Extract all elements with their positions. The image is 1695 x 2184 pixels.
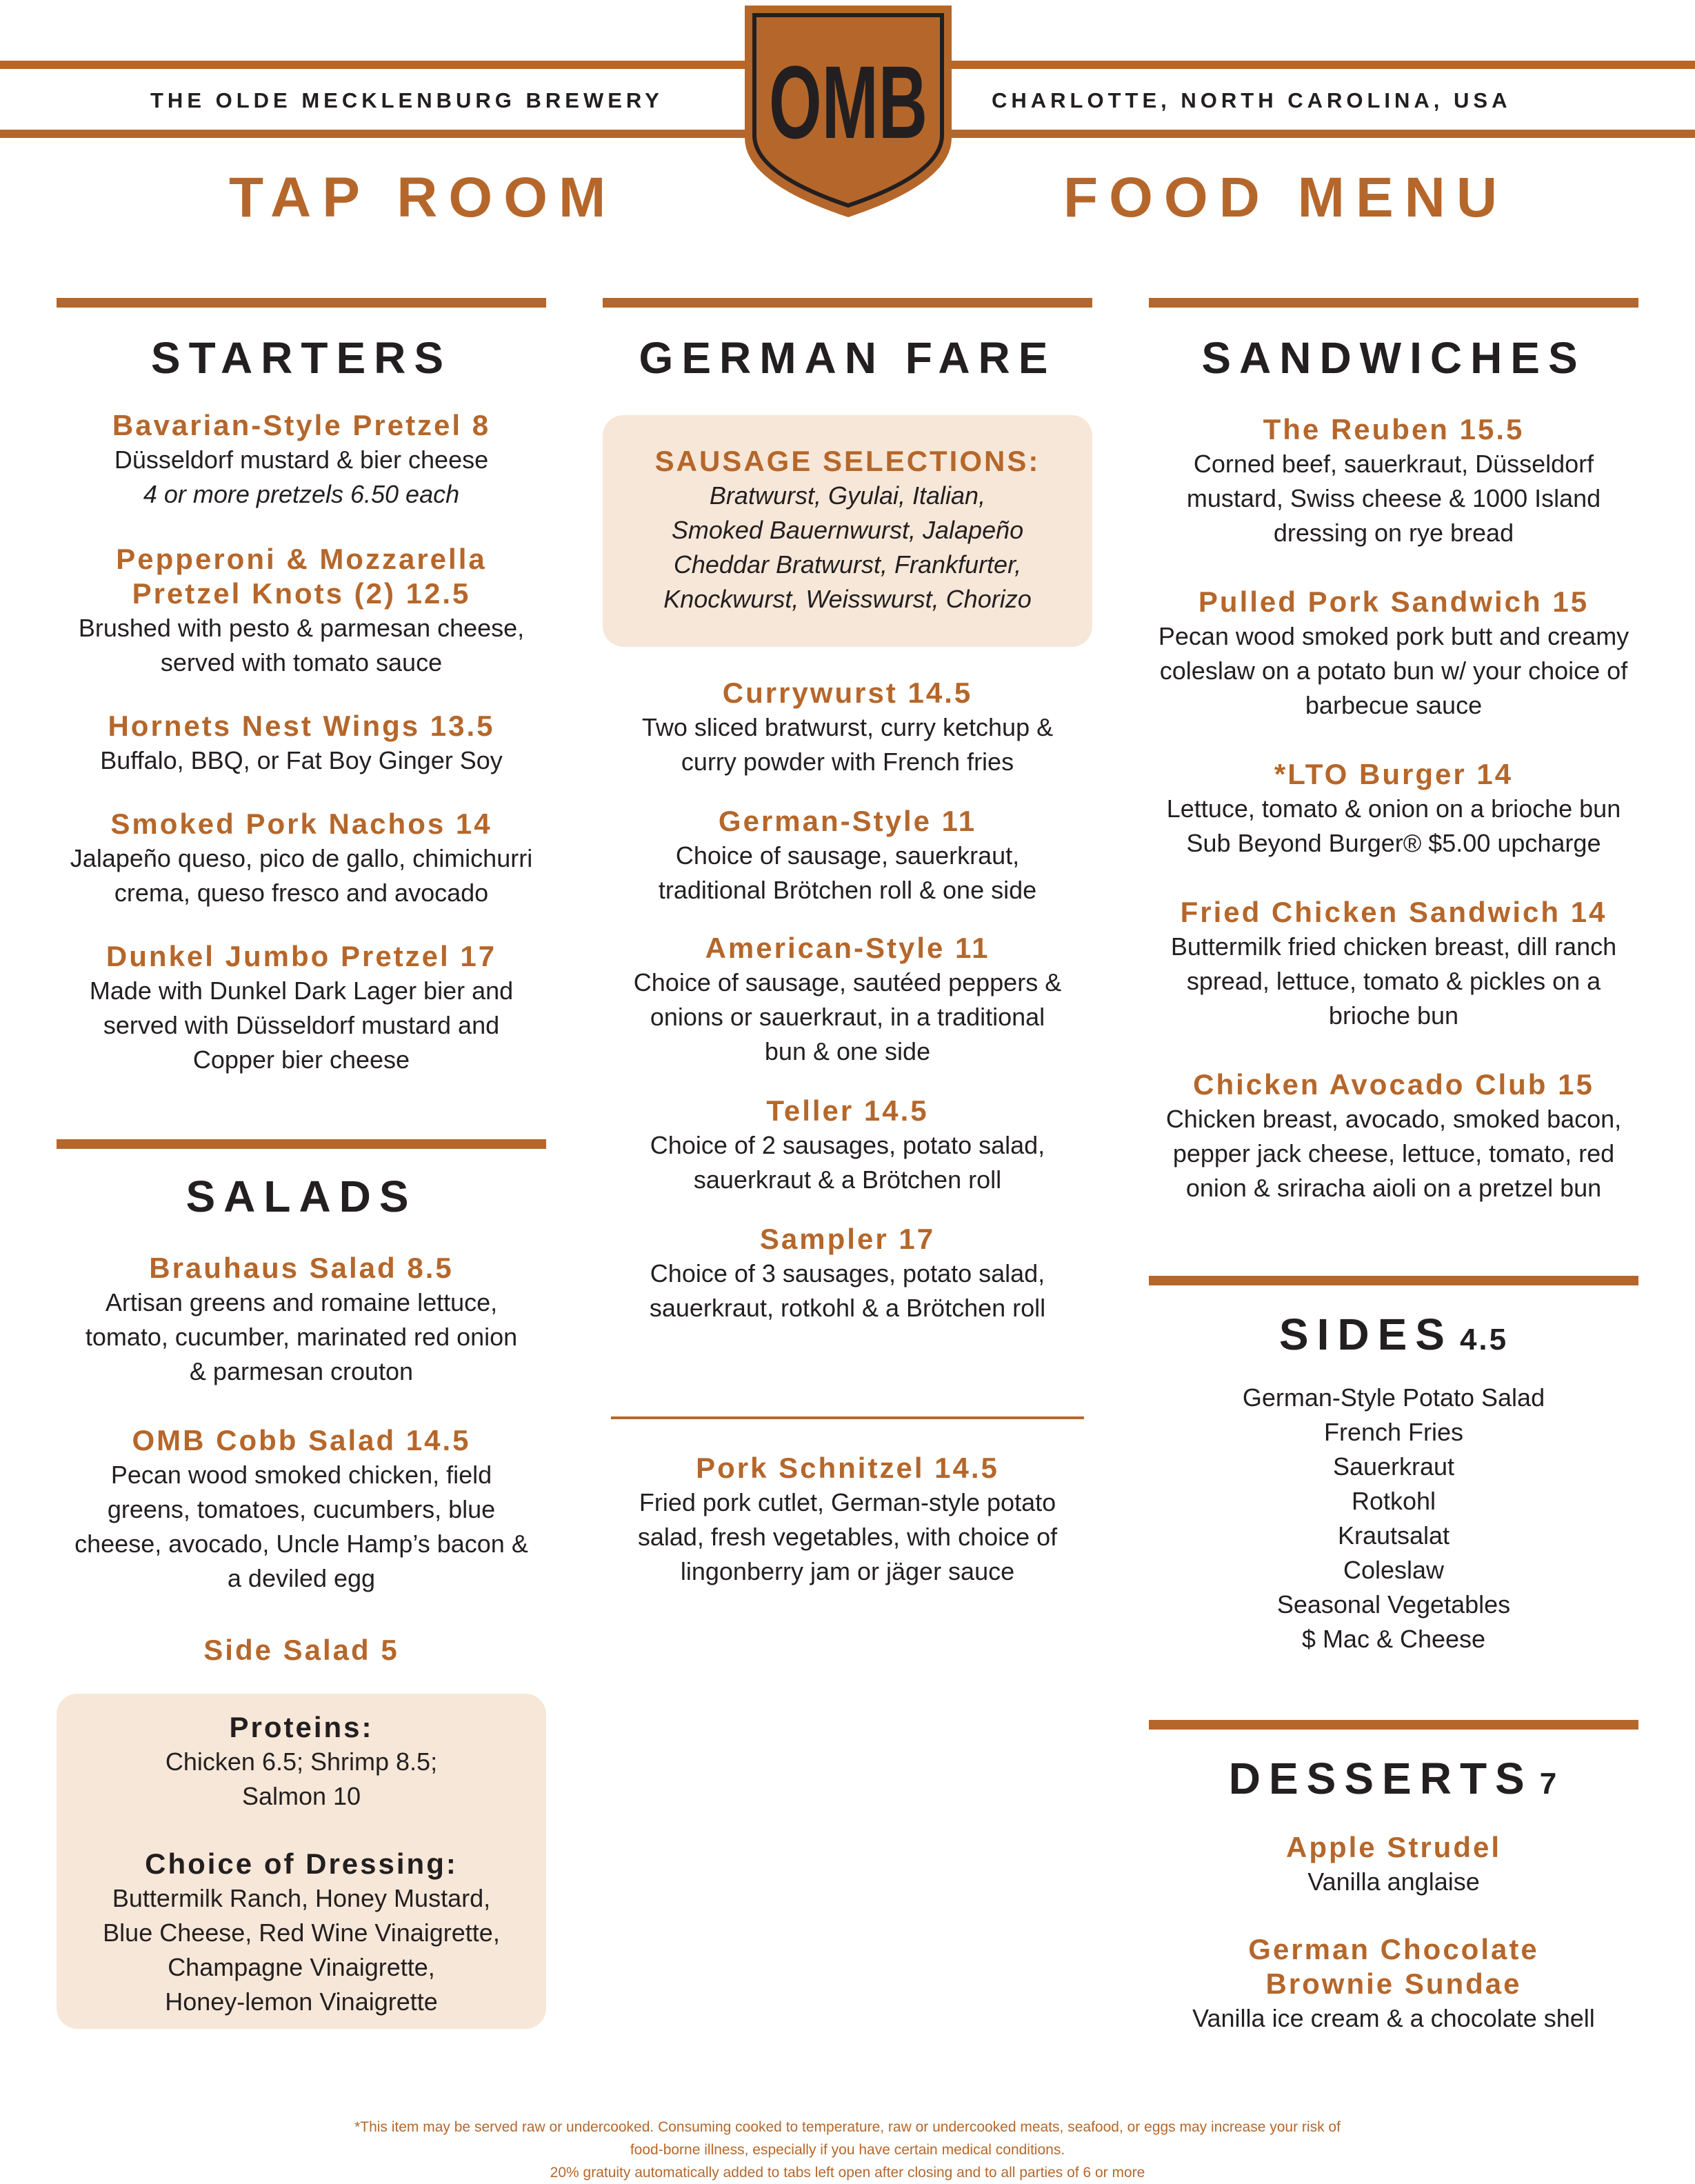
- side-item: Krautsalat: [1337, 1521, 1450, 1550]
- item-desc: Pecan wood smoked chicken, field: [110, 1461, 492, 1489]
- item-name: German-Style 11: [718, 805, 977, 837]
- item-desc: crema, queso fresco and avocado: [114, 879, 489, 907]
- item-desc: brioche bun: [1328, 1001, 1459, 1030]
- header-rule-top-left: [0, 61, 745, 69]
- footer-line: 20% gratuity automatically added to tabs left open after closing and to all parties of 6 or more: [550, 2165, 1145, 2181]
- dressing-line: Buttermilk Ranch, Honey Mustard,: [112, 1884, 491, 1912]
- side-item: German-Style Potato Salad: [1242, 1383, 1545, 1412]
- item-name: Side Salad 5: [203, 1634, 399, 1666]
- item-desc: Corned beef, sauerkraut, Düsseldorf: [1193, 450, 1594, 478]
- item-desc: Jalapeño queso, pico de gallo, chimichurri: [70, 844, 533, 872]
- item-desc: Chicken breast, avocado, smoked bacon,: [1165, 1105, 1622, 1133]
- item-name: Teller 14.5: [766, 1094, 929, 1127]
- item-name: Hornets Nest Wings 13.5: [108, 710, 495, 742]
- menu-item: [603, 1222, 1092, 1325]
- item-name: OMB Cobb Salad 14.5: [132, 1424, 471, 1456]
- item-desc: curry powder with French fries: [681, 748, 1014, 776]
- starters-title: STARTERS: [150, 333, 452, 383]
- item-name: Currywurst 14.5: [722, 677, 973, 709]
- sides-title-text: SIDES: [1278, 1310, 1453, 1359]
- item-name: Fried Chicken Sandwich 14: [1180, 896, 1607, 928]
- item-name: Pulled Pork Sandwich 15: [1198, 585, 1589, 618]
- item-desc: Pecan wood smoked pork butt and creamy: [1158, 622, 1629, 650]
- sausage-line: Bratwurst, Gyulai, Italian,: [709, 481, 986, 510]
- side-item: Coleslaw: [1343, 1556, 1445, 1584]
- brewery-location: CHARLOTTE, NORTH CAROLINA, USA: [992, 88, 1512, 112]
- item-name: Sampler 17: [759, 1223, 936, 1255]
- dressing-title: Choice of Dressing:: [145, 1847, 458, 1880]
- item-desc: Choice of 3 sausages, potato salad,: [650, 1259, 1045, 1288]
- item-name: Dunkel Jumbo Pretzel 17: [106, 940, 497, 972]
- german-fare-title: GERMAN FARE: [639, 333, 1056, 383]
- item-desc: spread, lettuce, tomato & pickles on a: [1186, 967, 1601, 995]
- proteins-line: Salmon 10: [241, 1782, 361, 1810]
- desserts-price: 7: [1539, 1767, 1559, 1801]
- item-name: Chicken Avocado Club 15: [1193, 1068, 1594, 1101]
- item-desc: Two sliced bratwurst, curry ketchup &: [641, 713, 1054, 741]
- tap-room-title: TAP ROOM: [229, 166, 617, 229]
- menu-item: [603, 1094, 1092, 1197]
- brewery-name: THE OLDE MECKLENBURG BREWERY: [150, 88, 663, 112]
- item-name: German Chocolate: [1248, 1933, 1539, 1965]
- item-desc: & parmesan crouton: [189, 1357, 414, 1385]
- footer-notice: [0, 2116, 1695, 2184]
- item-desc: onion & sriracha aioli on a pretzel bun: [1185, 1174, 1602, 1202]
- footer-line: *This item may be served raw or undercooked. Consuming cooked to temperature, raw or undercooked meats, seafood, or eggs may increase your risk of: [354, 2119, 1341, 2135]
- item-desc: served with Düsseldorf mustard and: [103, 1011, 500, 1039]
- item-desc: sauerkraut, rotkohl & a Brötchen roll: [649, 1294, 1046, 1322]
- dressing-line: Blue Cheese, Red Wine Vinaigrette,: [103, 1918, 500, 1947]
- starters-rule: [57, 298, 546, 308]
- item-desc: lingonberry jam or jäger sauce: [680, 1557, 1015, 1585]
- proteins-title: Proteins:: [229, 1711, 374, 1743]
- food-menu-title: FOOD MENU: [1063, 166, 1509, 229]
- item-name: Apple Strudel: [1285, 1831, 1502, 1863]
- sandwiches-rule: [1149, 298, 1638, 308]
- item-desc: Choice of sausage, sautéed peppers &: [633, 968, 1062, 996]
- sides-rule: [1149, 1276, 1638, 1285]
- item-desc: Buttermilk fried chicken breast, dill ranch: [1170, 932, 1617, 961]
- menu-item: [57, 807, 546, 910]
- item-name: American-Style 11: [705, 932, 990, 964]
- item-desc: Buffalo, BBQ, or Fat Boy Ginger Soy: [100, 746, 503, 774]
- menu-item: [57, 1633, 546, 1667]
- item-desc: a deviled egg: [227, 1564, 376, 1592]
- salads-rule: [57, 1139, 546, 1149]
- menu-item: [603, 1451, 1092, 1589]
- dressing-line: Honey-lemon Vinaigrette: [165, 1987, 438, 2016]
- menu-item: [1149, 1830, 1638, 1899]
- item-desc: Düsseldorf mustard & bier cheese: [114, 445, 489, 474]
- item-desc: Made with Dunkel Dark Lager bier and: [89, 976, 514, 1005]
- menu-item: [57, 1251, 546, 1389]
- sausage-line: Cheddar Bratwurst, Frankfurter,: [673, 550, 1022, 579]
- item-desc: salad, fresh vegetables, with choice of: [637, 1523, 1058, 1551]
- menu-item: [1149, 1068, 1638, 1205]
- item-desc: barbecue sauce: [1305, 691, 1483, 719]
- sides-price: 4.5: [1459, 1323, 1509, 1356]
- item-desc: Copper bier cheese: [192, 1045, 410, 1074]
- item-name: Pork Schnitzel 14.5: [696, 1452, 999, 1484]
- item-name: The Reuben 15.5: [1263, 413, 1525, 445]
- german-divider: [611, 1416, 1084, 1419]
- item-desc: Sub Beyond Burger® $5.00 upcharge: [1186, 829, 1601, 857]
- item-name: Smoked Pork Nachos 14: [110, 808, 492, 840]
- side-item: French Fries: [1323, 1418, 1464, 1446]
- header-rule-top-right: [952, 61, 1695, 69]
- menu-item: [1149, 757, 1638, 861]
- logo-text: OMB: [769, 44, 927, 160]
- salads-title: SALADS: [185, 1172, 417, 1221]
- menu-item: [57, 709, 546, 778]
- item-desc: greens, tomatoes, cucumbers, blue: [107, 1495, 496, 1523]
- item-desc: tomato, cucumber, marinated red onion: [85, 1323, 518, 1351]
- desserts-title-text: DESSERTS: [1228, 1754, 1533, 1803]
- item-name: Brownie Sundae: [1265, 1967, 1522, 2000]
- item-desc: dressing on rye bread: [1273, 519, 1514, 547]
- sausage-line: Smoked Bauernwurst, Jalapeño: [671, 516, 1024, 544]
- item-note: 4 or more pretzels 6.50 each: [143, 480, 460, 508]
- item-desc: Brushed with pesto & parmesan cheese,: [78, 614, 525, 642]
- item-desc: coleslaw on a potato bun w/ your choice of: [1159, 657, 1628, 685]
- item-desc: served with tomato sauce: [160, 648, 443, 677]
- item-desc: Artisan greens and romaine lettuce,: [105, 1288, 498, 1316]
- header-rule-bottom-left: [0, 130, 745, 138]
- item-name: Bavarian-Style Pretzel 8: [112, 409, 491, 441]
- footer-line: food-borne illness, especially if you have certain medical conditions.: [630, 2142, 1065, 2158]
- item-name: Pretzel Knots (2) 12.5: [132, 577, 471, 610]
- omb-logo: [738, 0, 959, 221]
- menu-item: [603, 676, 1092, 779]
- menu-item: [603, 804, 1092, 908]
- menu-item: [1149, 585, 1638, 723]
- item-desc: traditional Brötchen roll & one side: [658, 876, 1037, 904]
- menu-item: [1149, 412, 1638, 550]
- item-name: *LTO Burger 14: [1274, 758, 1514, 790]
- sides-list: [1149, 1381, 1638, 1656]
- side-item: Seasonal Vegetables: [1276, 1590, 1511, 1619]
- item-desc: Choice of 2 sausages, potato salad,: [650, 1131, 1045, 1159]
- proteins-line: Chicken 6.5; Shrimp 8.5;: [165, 1747, 438, 1776]
- salad-options-box: [57, 1694, 546, 2029]
- german-fare-rule: [603, 298, 1092, 308]
- item-desc: mustard, Swiss cheese & 1000 Island: [1186, 484, 1601, 512]
- dressing-line: Champagne Vinaigrette,: [168, 1953, 435, 1981]
- menu-item: [1149, 895, 1638, 1033]
- desserts-rule: [1149, 1720, 1638, 1730]
- menu-item: [57, 939, 546, 1077]
- item-desc: bun & one side: [764, 1037, 931, 1065]
- sausage-line: Knockwurst, Weisswurst, Chorizo: [663, 585, 1032, 613]
- menu-item: [57, 542, 546, 680]
- item-desc: cheese, avocado, Uncle Hamp’s bacon &: [74, 1530, 528, 1558]
- side-item: Sauerkraut: [1332, 1452, 1455, 1481]
- item-desc: onions or sauerkraut, in a traditional: [650, 1003, 1045, 1031]
- item-desc: Lettuce, tomato & onion on a brioche bun: [1166, 794, 1621, 823]
- menu-item: [1149, 1932, 1638, 2036]
- sandwiches-title: SANDWICHES: [1201, 333, 1586, 383]
- sausage-title: SAUSAGE SELECTIONS:: [654, 445, 1041, 477]
- item-desc: pepper jack cheese, lettuce, tomato, red: [1172, 1139, 1615, 1168]
- item-name: Brauhaus Salad 8.5: [149, 1252, 454, 1284]
- sausage-selections-box: [603, 415, 1092, 647]
- menu-item: [57, 1423, 546, 1596]
- item-desc: sauerkraut & a Brötchen roll: [693, 1165, 1002, 1194]
- item-desc: Vanilla anglaise: [1307, 1867, 1480, 1896]
- desserts-title: [1149, 1753, 1638, 1804]
- side-item: $ Mac & Cheese: [1301, 1625, 1486, 1653]
- sides-title: [1149, 1309, 1638, 1360]
- item-desc: Vanilla ice cream & a chocolate shell: [1192, 2004, 1595, 2032]
- side-item: Rotkohl: [1351, 1487, 1436, 1515]
- item-desc: Choice of sausage, sauerkraut,: [675, 841, 1020, 870]
- header-rule-bottom-right: [952, 130, 1695, 138]
- menu-item: [603, 931, 1092, 1069]
- menu-item: [57, 408, 546, 512]
- item-name: Pepperoni & Mozzarella: [116, 543, 487, 575]
- item-desc: Fried pork cutlet, German-style potato: [639, 1488, 1056, 1516]
